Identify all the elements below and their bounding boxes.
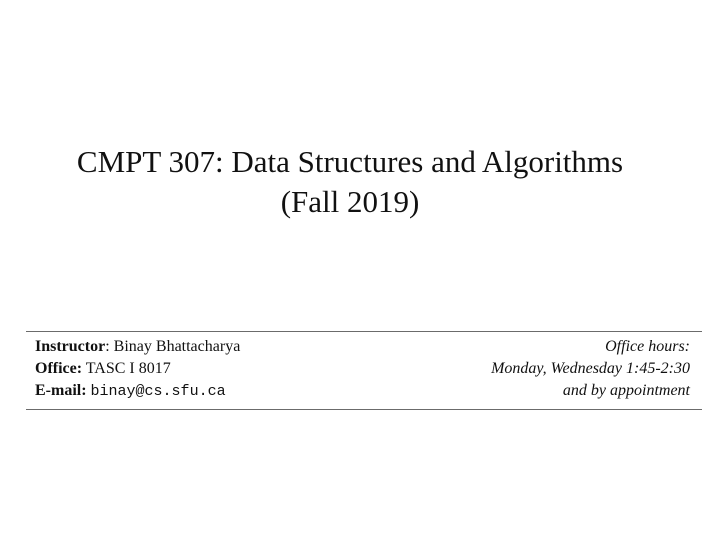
office-row	[35, 358, 240, 380]
office-value: TASC I 8017	[85, 360, 171, 377]
instructor-name: Binay Bhattacharya	[113, 338, 241, 355]
bottom-divider	[26, 409, 702, 410]
office-hours-heading: Office hours:	[605, 338, 690, 355]
office-label: Office:	[35, 360, 83, 377]
office-hours-extra: and by appointment	[562, 382, 690, 399]
course-term: (Fall 2019)	[280, 184, 420, 219]
email-address[interactable]: binay@cs.sfu.ca	[90, 383, 226, 400]
instructor-label: Instructor	[35, 338, 106, 355]
course-title: CMPT 307: Data Structures and Algorithms	[76, 144, 624, 179]
instructor-info	[35, 336, 240, 402]
instructor-separator: :	[105, 338, 110, 355]
email-row	[35, 380, 240, 402]
instructor-row	[35, 336, 240, 358]
top-divider	[26, 331, 702, 332]
email-label: E-mail:	[35, 382, 87, 399]
office-hours-info	[491, 336, 690, 402]
office-hours-times: Monday, Wednesday 1:45-2:30	[491, 360, 690, 377]
